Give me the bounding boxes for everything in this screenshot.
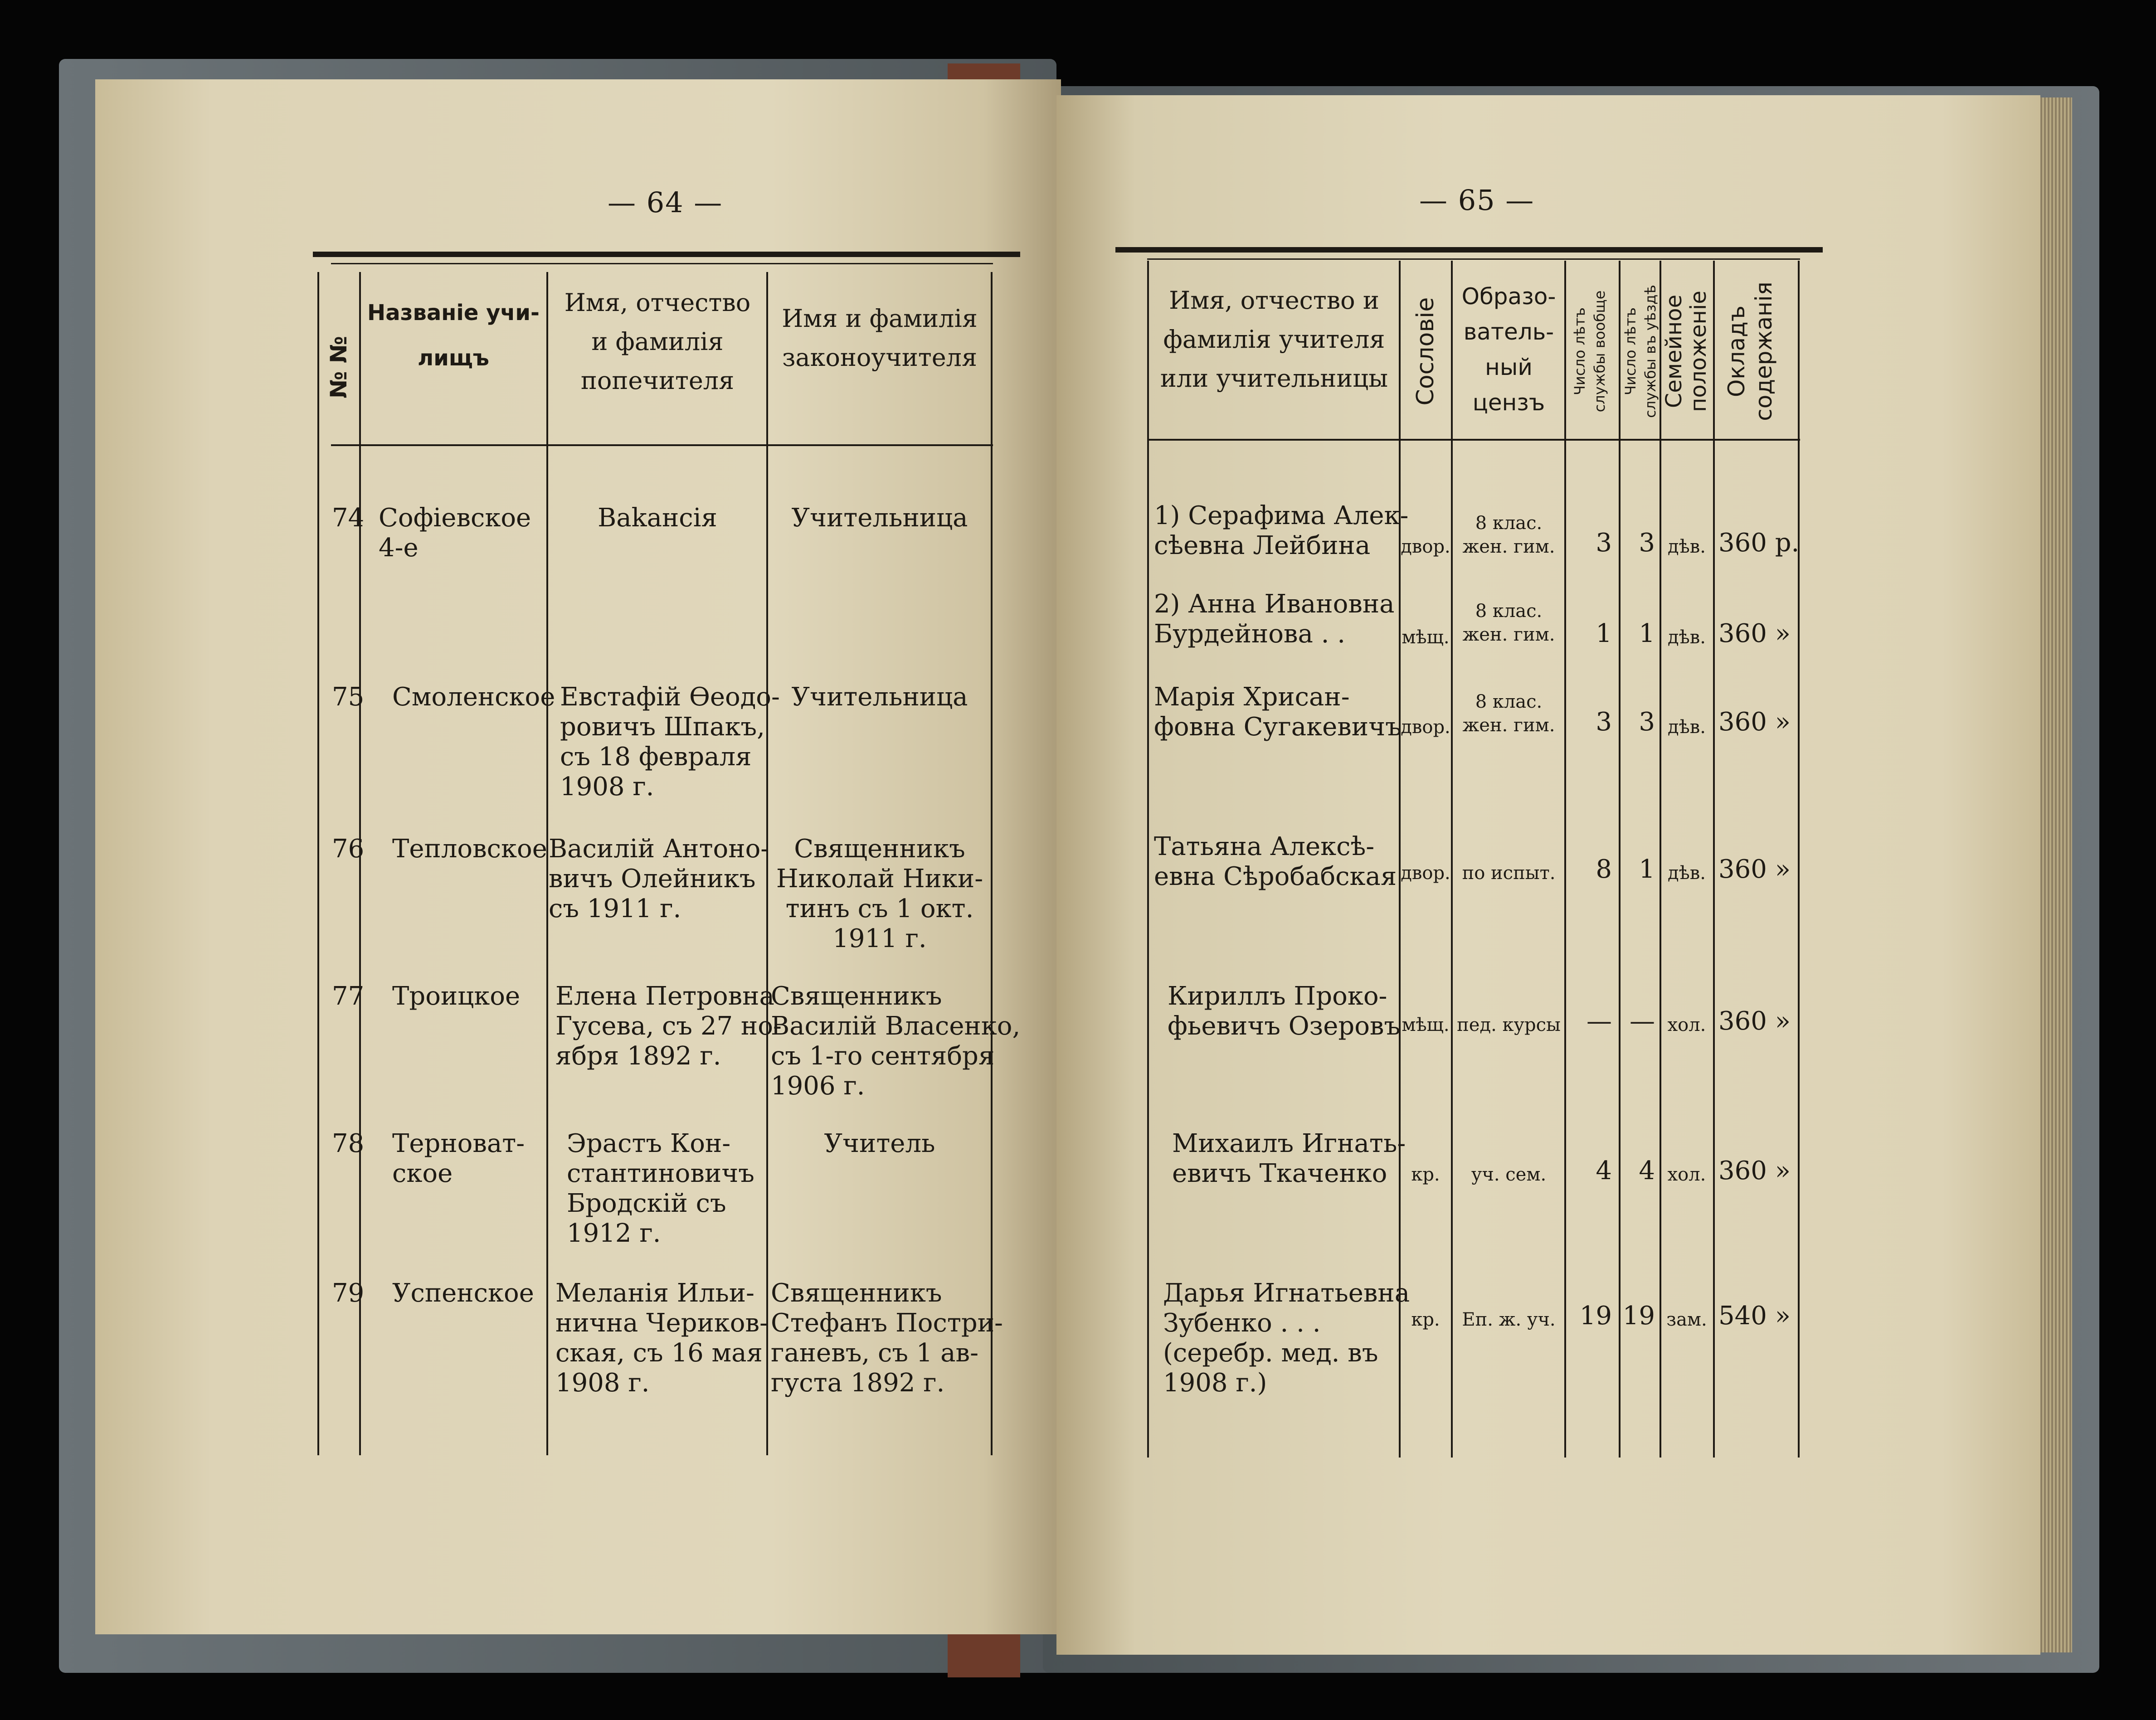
years-total: 19 [1579, 1301, 1612, 1331]
teacher-name: Марія Хрисан- фовна Сугакевичъ [1154, 682, 1402, 742]
teacher-name: 2) Анна Ивановна Бурдейнова . . [1154, 589, 1395, 649]
table-top-rule-right [1115, 247, 1823, 253]
table-inner-rule-right [1147, 258, 1800, 260]
years-total: 3 [1596, 707, 1612, 737]
col-line [991, 272, 993, 1455]
page-edges [2040, 97, 2072, 1652]
col-line [1798, 261, 1800, 1458]
estate: кр. [1411, 1164, 1440, 1185]
education: 8 клас. жен. гим. [1462, 601, 1555, 645]
years-total: 1 [1596, 619, 1612, 648]
trustee: Василій Антоно- вичъ Олейникъ съ 1911 г. [549, 834, 769, 923]
years-district: 4 [1639, 1156, 1655, 1186]
teacher-name: 1) Серафима Алек- сѣевна Лейбина [1154, 501, 1409, 560]
header-years-district: Число лѣтъ службы въ уѣздѣ [1622, 285, 1659, 418]
estate: двор. [1401, 863, 1450, 884]
family-status: дѣв. [1668, 627, 1706, 648]
salary: 360 » [1718, 707, 1791, 737]
school-name: Успенское [392, 1278, 534, 1308]
page-number-right: — 65 — [1419, 184, 1535, 217]
education: уч. сем. [1471, 1164, 1547, 1185]
salary: 540 » [1718, 1301, 1791, 1331]
education: 8 клас. жен. гим. [1462, 691, 1555, 736]
years-district: 1 [1639, 855, 1655, 884]
header-salary: Окладъ содержанія [1723, 282, 1777, 421]
header-rule-right [1147, 439, 1800, 441]
table-inner-rule-left [331, 263, 993, 264]
school-name: Тепловское [392, 834, 547, 864]
col-line [1451, 261, 1453, 1458]
teacher-of-law: Священникъ Стефанъ Постри- ганевъ, съ 1 ав- густа 1892 г. [771, 1278, 1003, 1398]
family-status: хол. [1667, 1015, 1706, 1035]
table-top-rule-left [313, 252, 1020, 257]
row-number: 77 [332, 981, 365, 1011]
col-line [1713, 261, 1715, 1458]
teacher-name: Михаилъ Игнать- евичъ Ткаченко [1172, 1129, 1406, 1188]
teacher-name: Дарья Игнатьевна Зубенко . . . (серебр. мед. въ 1908 г.) [1163, 1278, 1410, 1398]
row-number: 79 [332, 1278, 365, 1308]
education: Еп. ж. уч. [1462, 1309, 1556, 1330]
header-years-total: Число лѣтъ службы вообще [1571, 290, 1608, 413]
salary: 360 р. [1718, 528, 1800, 558]
header-teacher-of-law: Имя и фамилія законоучителя [782, 304, 978, 372]
trustee: Евстафій Ѳеодо- ровичъ Шпакъ, съ 18 февраля 1908 г. [560, 682, 780, 802]
col-line [1147, 261, 1149, 1458]
estate: двор. [1401, 536, 1450, 557]
page-number-left: — 64 — [608, 186, 723, 219]
salary: 360 » [1718, 855, 1791, 884]
col-line [1660, 261, 1661, 1458]
estate: кр. [1411, 1309, 1440, 1330]
teacher-of-law: Учительница [791, 503, 968, 533]
school-name: Троицкое [392, 981, 521, 1011]
salary: 360 » [1718, 1156, 1791, 1186]
estate: мѣщ. [1402, 1015, 1450, 1035]
family-status: дѣв. [1668, 717, 1706, 738]
trustee: Меланія Ильи- нична Чериков- ская, съ 16 мая 1908 г. [555, 1278, 768, 1398]
education: 8 клас. жен. гим. [1462, 513, 1555, 557]
header-school: Названіе учи- лищъ [367, 300, 540, 371]
header-number: № № [326, 336, 352, 398]
header-education: Образо- ватель- ный цензъ [1461, 283, 1556, 416]
years-district: 3 [1639, 707, 1655, 737]
teacher-of-law: Учитель [824, 1129, 935, 1158]
years-district: 3 [1639, 528, 1655, 558]
education: по испыт. [1462, 863, 1556, 884]
col-line [317, 272, 319, 1455]
years-total: — [1587, 1006, 1612, 1036]
education: пед. курсы [1457, 1015, 1561, 1035]
teacher-of-law: Священникъ Василій Власенко, съ 1-го сентября 1906 г. [771, 981, 1021, 1101]
teacher-of-law: Учительница [791, 682, 968, 712]
header-estate: Сословіе [1412, 297, 1439, 406]
salary: 360 » [1718, 619, 1791, 648]
teacher-name: Татьяна Алексѣ- евна Сѣробабская [1154, 832, 1397, 891]
header-rule-left [331, 444, 993, 446]
teacher-name: Кириллъ Проко- фьевичъ Озеровъ [1168, 981, 1401, 1041]
header-family-status: Семейное положеніе [1661, 291, 1711, 412]
school-name: Софіевское 4-е [379, 503, 531, 563]
school-name: Смоленское [392, 682, 555, 712]
row-number: 74 [332, 503, 365, 533]
years-total: 4 [1596, 1156, 1612, 1186]
years-total: 8 [1596, 855, 1612, 884]
family-status: зам. [1666, 1309, 1707, 1330]
header-trustee: Имя, отчество и фамилія попечителя [564, 288, 751, 395]
trustee: Елена Петровна Гусева, съ 27 но- ября 1892 г. [555, 981, 782, 1071]
school-name: Терноват- ское [392, 1129, 525, 1188]
family-status: дѣв. [1668, 863, 1706, 884]
years-total: 3 [1596, 528, 1612, 558]
trustee: Ваkансія [598, 503, 717, 533]
estate: мѣщ. [1402, 627, 1450, 648]
family-status: дѣв. [1668, 536, 1706, 557]
trustee: Эрастъ Кон- стантиновичъ Бродскій съ 1912 г. [567, 1129, 754, 1248]
row-number: 76 [332, 834, 365, 864]
header-teacher: Имя, отчество и фамилія учителя или учительницы [1160, 286, 1388, 393]
estate: двор. [1401, 717, 1450, 738]
row-number: 78 [332, 1129, 365, 1158]
family-status: хол. [1667, 1164, 1706, 1185]
years-district: — [1630, 1006, 1655, 1036]
col-line [1399, 261, 1401, 1458]
row-number: 75 [332, 682, 365, 712]
teacher-of-law: Священникъ Николай Ники- тинъ съ 1 окт. 1911 г. [776, 834, 983, 953]
years-district: 1 [1639, 619, 1655, 648]
salary: 360 » [1718, 1006, 1791, 1036]
years-district: 19 [1622, 1301, 1655, 1331]
